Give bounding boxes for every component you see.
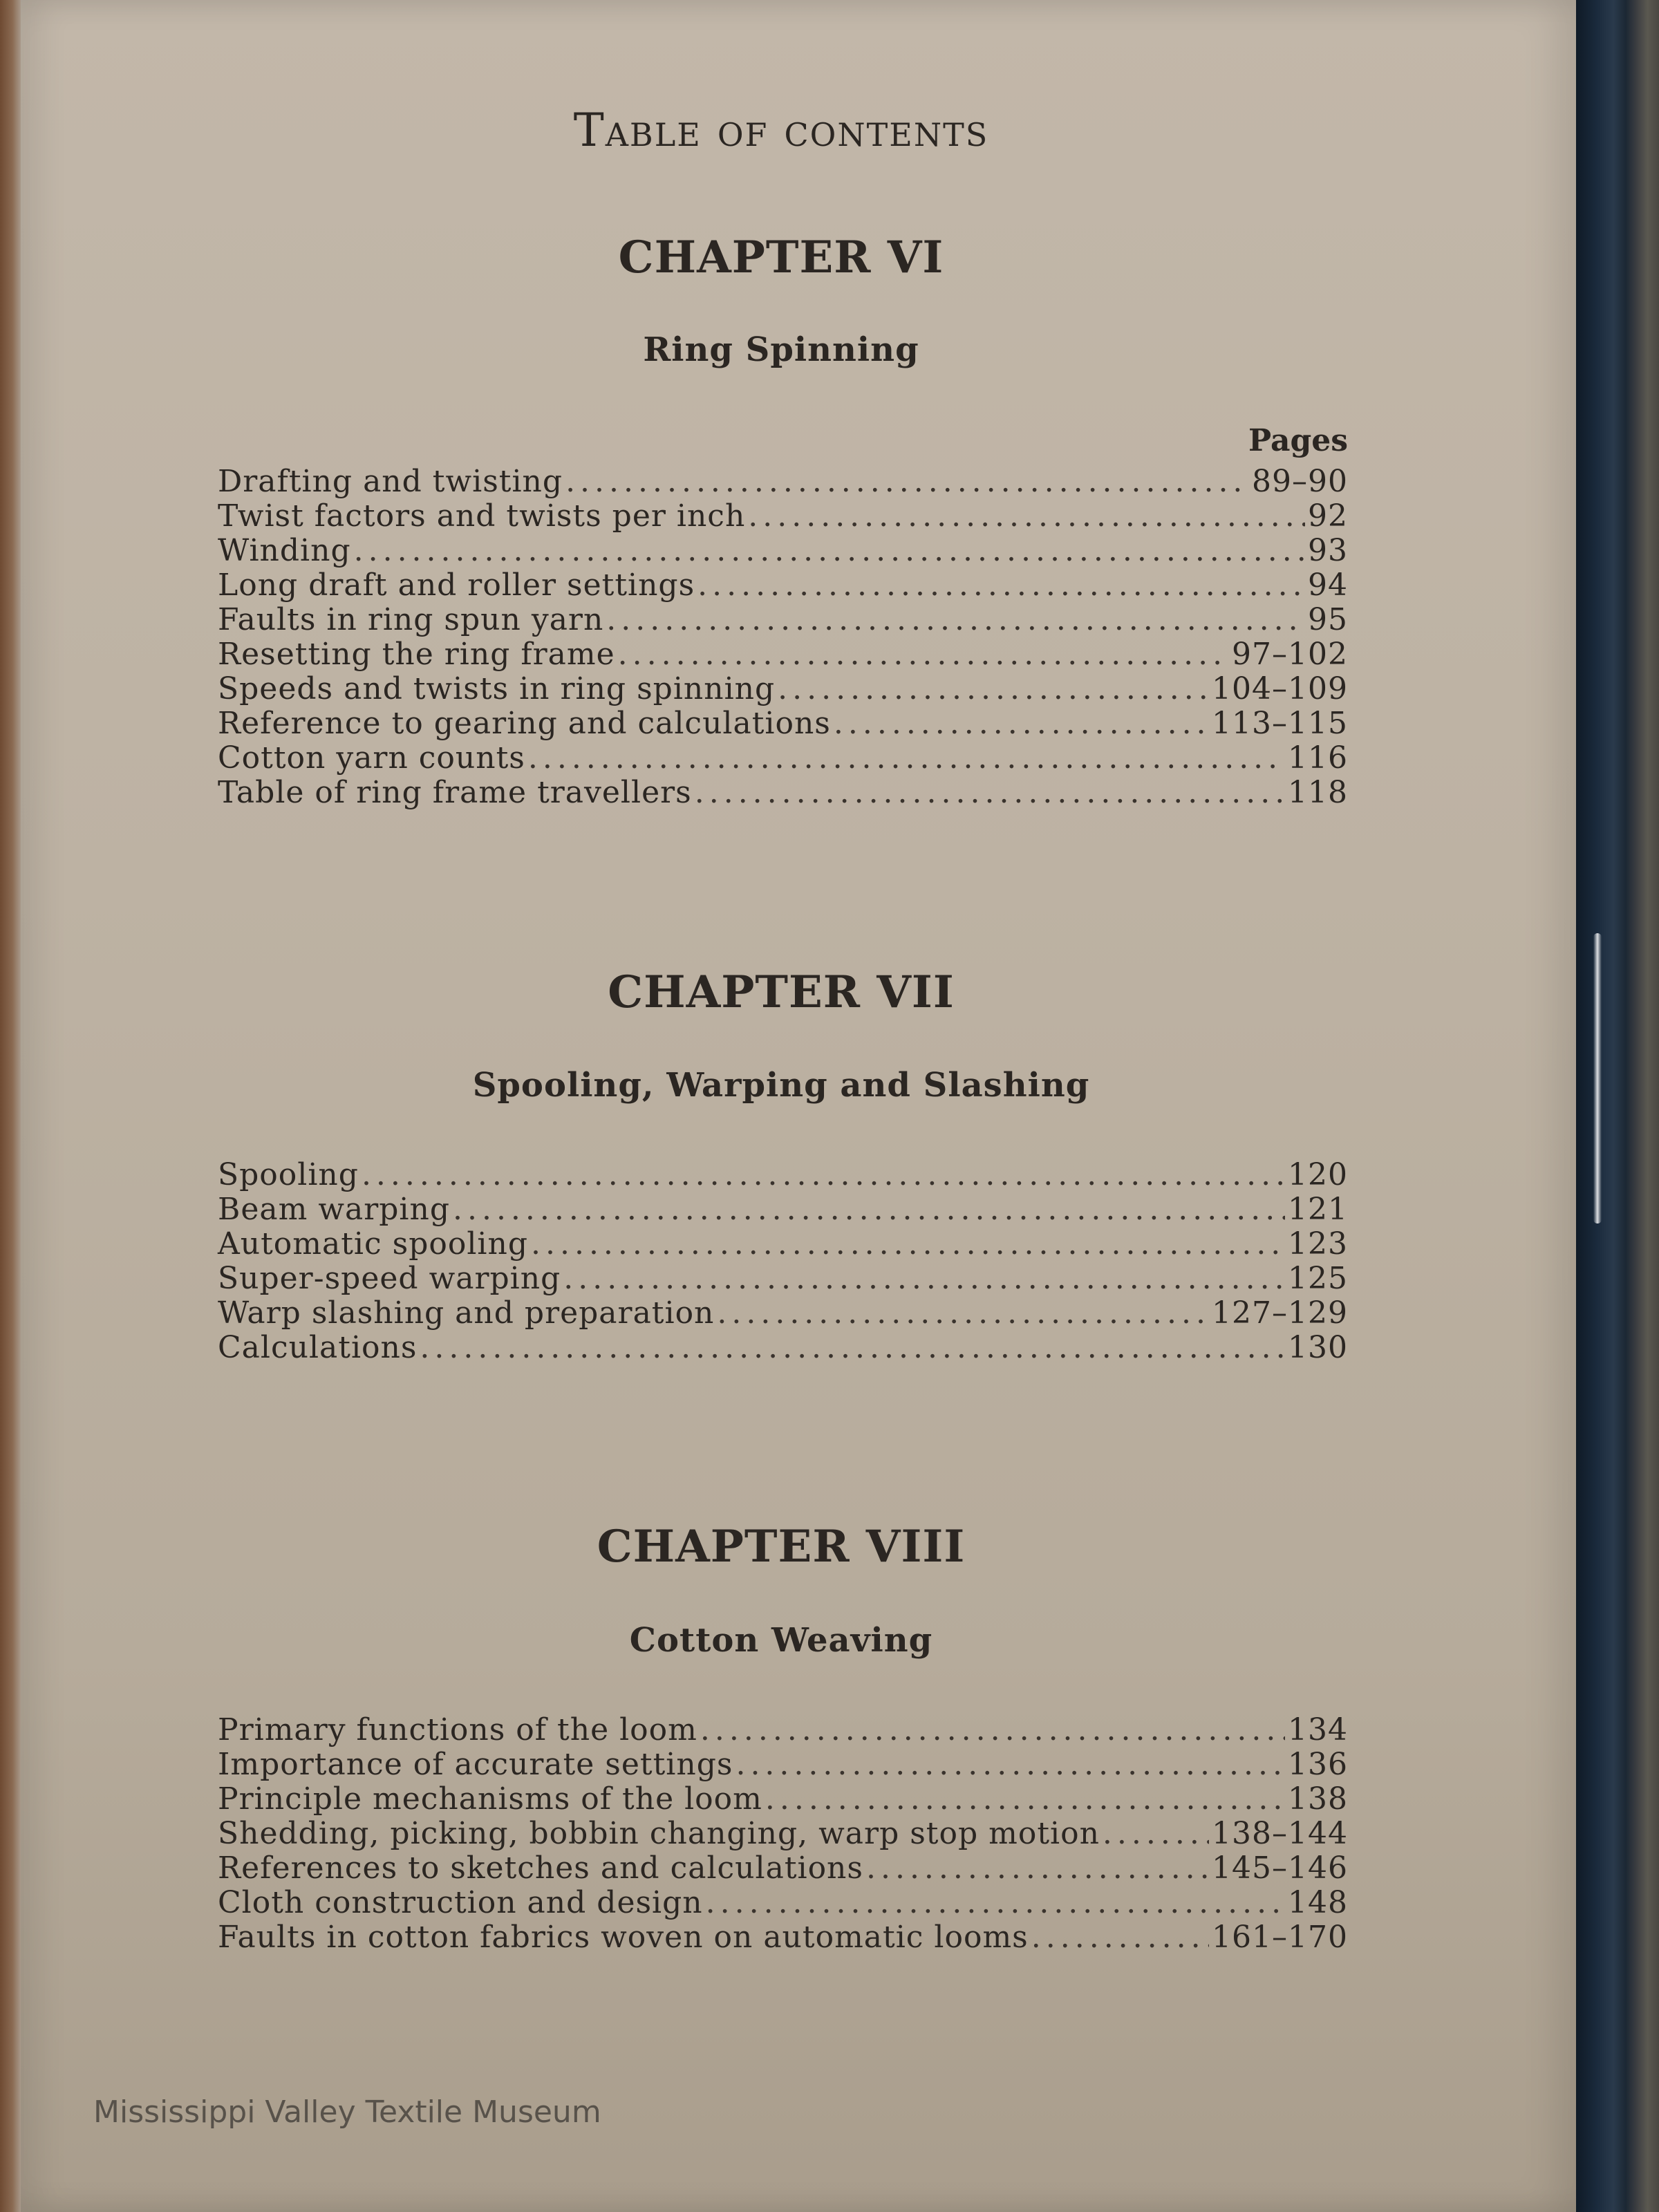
dot-leader bbox=[706, 1886, 1285, 1920]
chapter-heading: CHAPTER VI bbox=[618, 232, 944, 283]
toc-entry[interactable] bbox=[218, 741, 1348, 776]
toc-entry-page: 138–144 bbox=[1212, 1816, 1348, 1851]
dot-leader bbox=[362, 1158, 1285, 1192]
toc-list bbox=[218, 1158, 1348, 1365]
toc-entry-label: Importance of accurate settings bbox=[218, 1747, 733, 1782]
toc-entry-page: 130 bbox=[1288, 1330, 1348, 1365]
toc-entry-page: 89–90 bbox=[1252, 464, 1348, 499]
toc-entry[interactable] bbox=[218, 534, 1348, 568]
toc-entry-page: 92 bbox=[1308, 498, 1348, 534]
toc-entry[interactable] bbox=[218, 1713, 1348, 1747]
toc-entry-label: Reference to gearing and calculations bbox=[218, 706, 831, 741]
toc-entry[interactable] bbox=[218, 776, 1348, 810]
toc-entry[interactable] bbox=[218, 1747, 1348, 1782]
toc-entry-page: 127–129 bbox=[1212, 1295, 1348, 1331]
dot-leader bbox=[563, 1262, 1285, 1296]
book-spine bbox=[1576, 0, 1659, 2212]
toc-entry-label: Winding bbox=[218, 533, 351, 568]
toc-list bbox=[218, 465, 1348, 810]
dot-leader bbox=[453, 1192, 1285, 1227]
dot-leader bbox=[778, 672, 1209, 706]
toc-entry-label: Twist factors and twists per inch bbox=[218, 498, 746, 534]
dot-leader bbox=[834, 706, 1209, 741]
toc-entry[interactable] bbox=[218, 1262, 1348, 1296]
toc-entry-label: Principle mechanisms of the loom bbox=[218, 1781, 762, 1817]
toc-entry[interactable] bbox=[218, 1331, 1348, 1365]
toc-entry-label: References to sketches and calculations bbox=[218, 1850, 863, 1886]
toc-entry-label: Warp slashing and preparation bbox=[218, 1295, 715, 1331]
toc-entry-page: 116 bbox=[1288, 740, 1348, 776]
toc-entry-label: Long draft and roller settings bbox=[218, 568, 695, 603]
toc-list bbox=[218, 1713, 1348, 1955]
toc-entry-label: Speeds and twists in ring spinning bbox=[218, 671, 776, 706]
dot-leader bbox=[1031, 1920, 1209, 1955]
toc-entry[interactable] bbox=[218, 1817, 1348, 1851]
dot-leader bbox=[735, 1747, 1285, 1782]
dot-leader bbox=[748, 499, 1305, 534]
toc-entry[interactable] bbox=[218, 1782, 1348, 1817]
chapter-title: Ring Spinning bbox=[643, 330, 919, 369]
dot-leader bbox=[697, 568, 1305, 603]
toc-entry-page: 125 bbox=[1288, 1261, 1348, 1296]
toc-entry-label: Resetting the ring frame bbox=[218, 637, 615, 672]
toc-entry-page: 93 bbox=[1308, 533, 1348, 568]
toc-entry-label: Table of ring frame travellers bbox=[218, 775, 692, 810]
page-title: Table of contents bbox=[573, 104, 989, 157]
dot-leader bbox=[717, 1296, 1209, 1331]
spine-glare bbox=[1593, 933, 1602, 1224]
toc-entry-page: 97–102 bbox=[1232, 637, 1348, 672]
toc-entry-page: 123 bbox=[1288, 1226, 1348, 1262]
toc-entry-page: 145–146 bbox=[1212, 1850, 1348, 1886]
toc-entry-page: 138 bbox=[1288, 1781, 1348, 1817]
toc-entry-page: 95 bbox=[1308, 602, 1348, 637]
toc-entry-label: Drafting and twisting bbox=[218, 464, 563, 499]
chapter-title: Spooling, Warping and Slashing bbox=[472, 1066, 1090, 1105]
toc-entry-label: Beam warping bbox=[218, 1192, 450, 1227]
chapter-heading: CHAPTER VII bbox=[608, 966, 955, 1018]
toc-entry[interactable] bbox=[218, 568, 1348, 603]
toc-entry[interactable] bbox=[218, 1851, 1348, 1886]
toc-entry[interactable] bbox=[218, 637, 1348, 672]
toc-entry-label: Calculations bbox=[218, 1330, 418, 1365]
dot-leader bbox=[354, 534, 1305, 568]
toc-entry[interactable] bbox=[218, 603, 1348, 637]
toc-entry[interactable] bbox=[218, 706, 1348, 741]
toc-entry[interactable] bbox=[218, 465, 1348, 499]
toc-entry[interactable] bbox=[218, 1920, 1348, 1955]
toc-entry[interactable] bbox=[218, 1296, 1348, 1331]
toc-entry[interactable] bbox=[218, 499, 1348, 534]
toc-entry-label: Cotton yarn counts bbox=[218, 740, 525, 776]
dot-leader bbox=[528, 741, 1285, 776]
toc-entry[interactable] bbox=[218, 672, 1348, 706]
toc-entry-page: 121 bbox=[1288, 1192, 1348, 1227]
toc-entry[interactable] bbox=[218, 1886, 1348, 1920]
pages-column-heading: Pages bbox=[1248, 423, 1348, 458]
toc-entry-label: Shedding, picking, bobbin changing, warp stop motion bbox=[218, 1816, 1100, 1851]
toc-entry[interactable] bbox=[218, 1227, 1348, 1262]
toc-entry[interactable] bbox=[218, 1192, 1348, 1227]
toc-entry[interactable] bbox=[218, 1158, 1348, 1192]
toc-entry-page: 161–170 bbox=[1212, 1920, 1348, 1955]
toc-entry-label: Faults in cotton fabrics woven on automatic looms bbox=[218, 1920, 1029, 1955]
toc-entry-page: 113–115 bbox=[1212, 706, 1348, 741]
dot-leader bbox=[700, 1713, 1285, 1747]
toc-entry-label: Automatic spooling bbox=[218, 1226, 528, 1262]
toc-entry-label: Faults in ring spun yarn bbox=[218, 602, 604, 637]
toc-entry-page: 118 bbox=[1288, 775, 1348, 810]
dot-leader bbox=[420, 1331, 1285, 1365]
toc-entry-page: 148 bbox=[1288, 1885, 1348, 1920]
dot-leader bbox=[531, 1227, 1285, 1262]
toc-entry-label: Primary functions of the loom bbox=[218, 1712, 697, 1747]
toc-entry-label: Super-speed warping bbox=[218, 1261, 561, 1296]
dot-leader bbox=[765, 1782, 1285, 1817]
toc-entry-label: Spooling bbox=[218, 1157, 359, 1192]
book-page bbox=[21, 0, 1576, 2212]
dot-leader bbox=[695, 776, 1285, 810]
toc-entry-page: 134 bbox=[1288, 1712, 1348, 1747]
book-page-edge bbox=[0, 0, 21, 2212]
dot-leader bbox=[866, 1851, 1209, 1886]
toc-entry-page: 104–109 bbox=[1212, 671, 1348, 706]
chapter-title: Cotton Weaving bbox=[629, 1621, 933, 1660]
dot-leader bbox=[606, 603, 1305, 637]
chapter-heading: CHAPTER VIII bbox=[597, 1521, 966, 1573]
toc-entry-label: Cloth construction and design bbox=[218, 1885, 703, 1920]
toc-entry-page: 94 bbox=[1308, 568, 1348, 603]
watermark-text: Mississippi Valley Textile Museum bbox=[93, 2094, 601, 2130]
dot-leader bbox=[1103, 1817, 1209, 1851]
dot-leader bbox=[565, 465, 1249, 499]
toc-entry-page: 120 bbox=[1288, 1157, 1348, 1192]
dot-leader bbox=[618, 637, 1229, 672]
toc-entry-page: 136 bbox=[1288, 1747, 1348, 1782]
